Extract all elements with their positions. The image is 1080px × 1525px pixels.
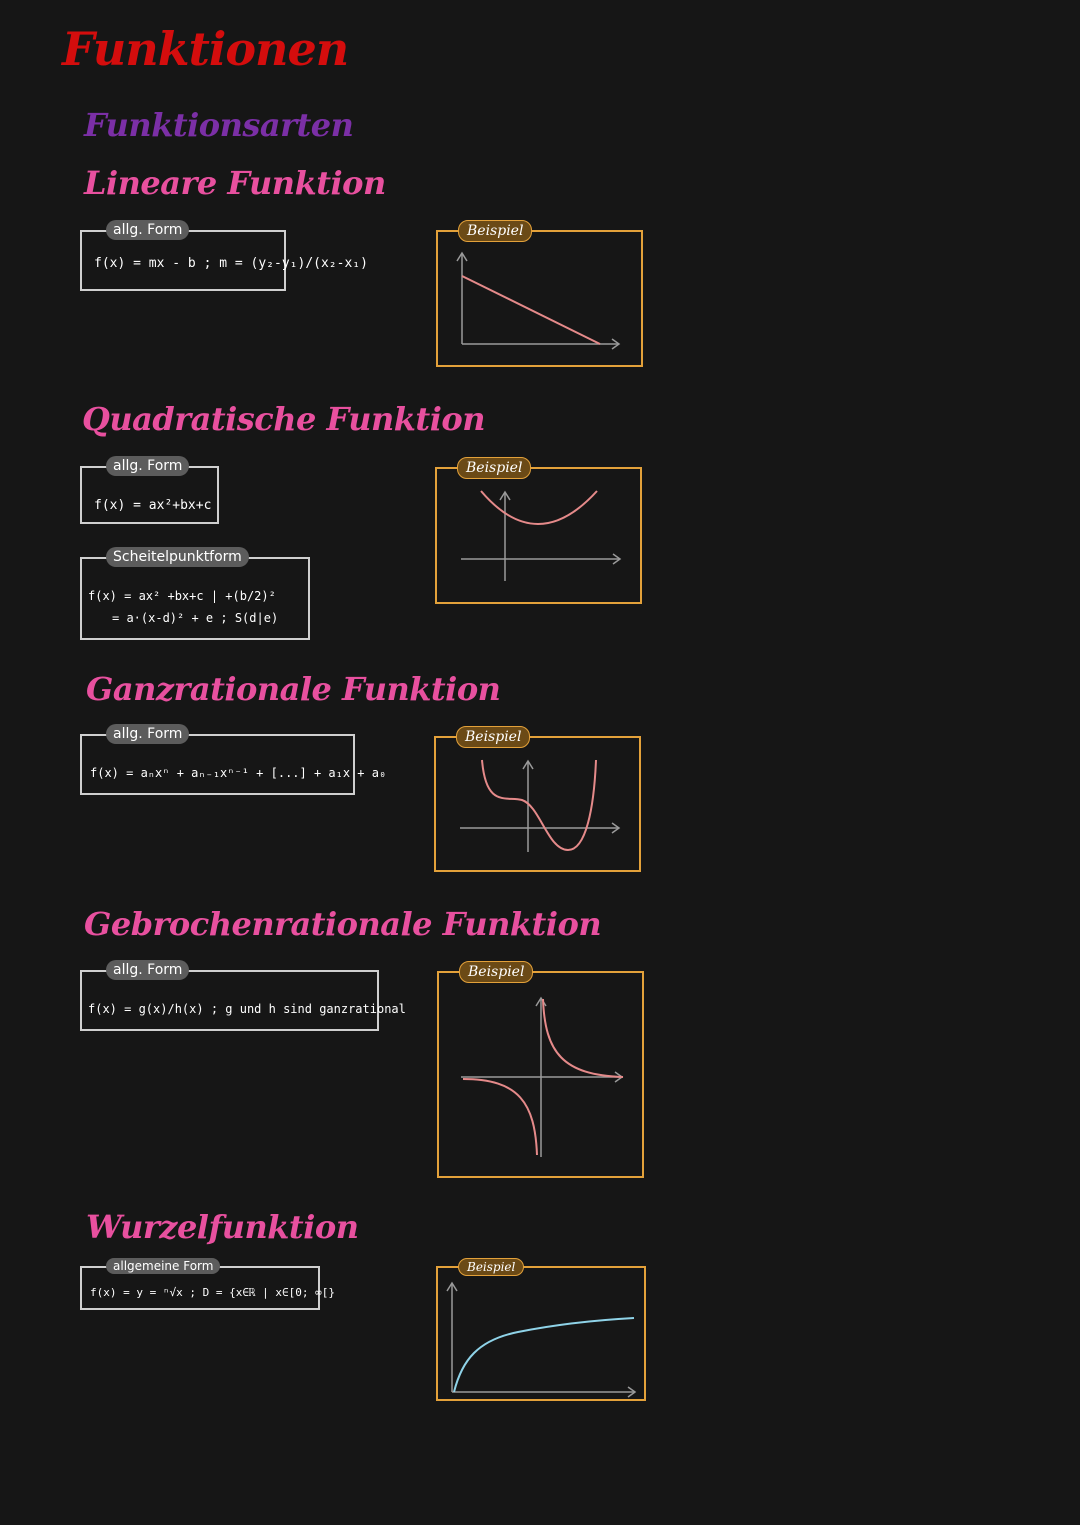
form-label-polynomial: allg. Form: [106, 724, 189, 744]
root-curve: [454, 1318, 634, 1392]
heading-rational: Gebrochenrationale Funktion: [84, 905, 602, 943]
linear-curve: [462, 276, 600, 344]
graph-quadratic: [437, 469, 640, 602]
graphbox-root: [436, 1260, 646, 1401]
hyperbola-left-curve: [463, 1079, 537, 1155]
formbox-rational: [80, 962, 406, 1031]
graph-root: [438, 1268, 644, 1399]
formbox-polynomial: [80, 726, 387, 795]
graphbox-quadratic: [435, 460, 642, 604]
example-label-polynomial: Beispiel: [456, 726, 530, 748]
graphbox-linear: [436, 223, 643, 367]
formula-linear: f(x) = mx - b ; m = (y₂-y₁)/(x₂-x₁): [94, 256, 368, 271]
formula-vertex-1: f(x) = ax² +bx+c | +(b/2)²: [88, 589, 276, 603]
form-label-vertex: Scheitelpunktform: [106, 547, 249, 567]
heading-polynomial: Ganzrationale Funktion: [86, 670, 501, 708]
formula-quadratic: f(x) = ax²+bx+c: [94, 498, 212, 513]
heading-quadratic: Quadratische Funktion: [82, 400, 485, 438]
example-label-rational: Beispiel: [459, 961, 533, 983]
graph-polynomial: [436, 738, 639, 870]
polynomial-curve: [482, 760, 596, 850]
example-label-linear: Beispiel: [458, 220, 532, 242]
form-label-quadratic: allg. Form: [106, 456, 189, 476]
graphbox-rational: [437, 964, 644, 1178]
heading-root: Wurzelfunktion: [86, 1208, 359, 1246]
example-label-root: Beispiel: [458, 1258, 524, 1276]
hyperbola-right-curve: [543, 999, 623, 1077]
form-label-root: allgemeine Form: [106, 1258, 220, 1274]
heading-linear: Lineare Funktion: [84, 164, 386, 202]
parabola-curve: [481, 491, 597, 524]
formula-polynomial: f(x) = aₙxⁿ + aₙ₋₁xⁿ⁻¹ + [...] + a₁x + a₀: [90, 766, 387, 780]
formula-root: f(x) = y = ⁿ√x ; D = {x∈ℝ | x∈[0; ∞[}: [90, 1286, 336, 1299]
formula-rational: f(x) = g(x)/h(x) ; g und h sind ganzrational: [88, 1002, 406, 1016]
page-subtitle: Funktionsarten: [84, 106, 354, 144]
formula-vertex-2: = a·(x-d)² + e ; S(d|e): [112, 611, 279, 625]
formbox-quadratic: [80, 458, 219, 524]
form-label-linear: allg. Form: [106, 220, 189, 240]
form-label-rational: allg. Form: [106, 960, 189, 980]
formbox-vertex: [80, 549, 310, 640]
formbox-linear: [80, 222, 368, 291]
graph-linear: [438, 232, 641, 365]
page-title: Funktionen: [62, 22, 349, 76]
graph-rational: [439, 973, 642, 1176]
example-label-quadratic: Beispiel: [457, 457, 531, 479]
formbox-root: [80, 1259, 336, 1310]
graphbox-polynomial: [434, 729, 641, 872]
